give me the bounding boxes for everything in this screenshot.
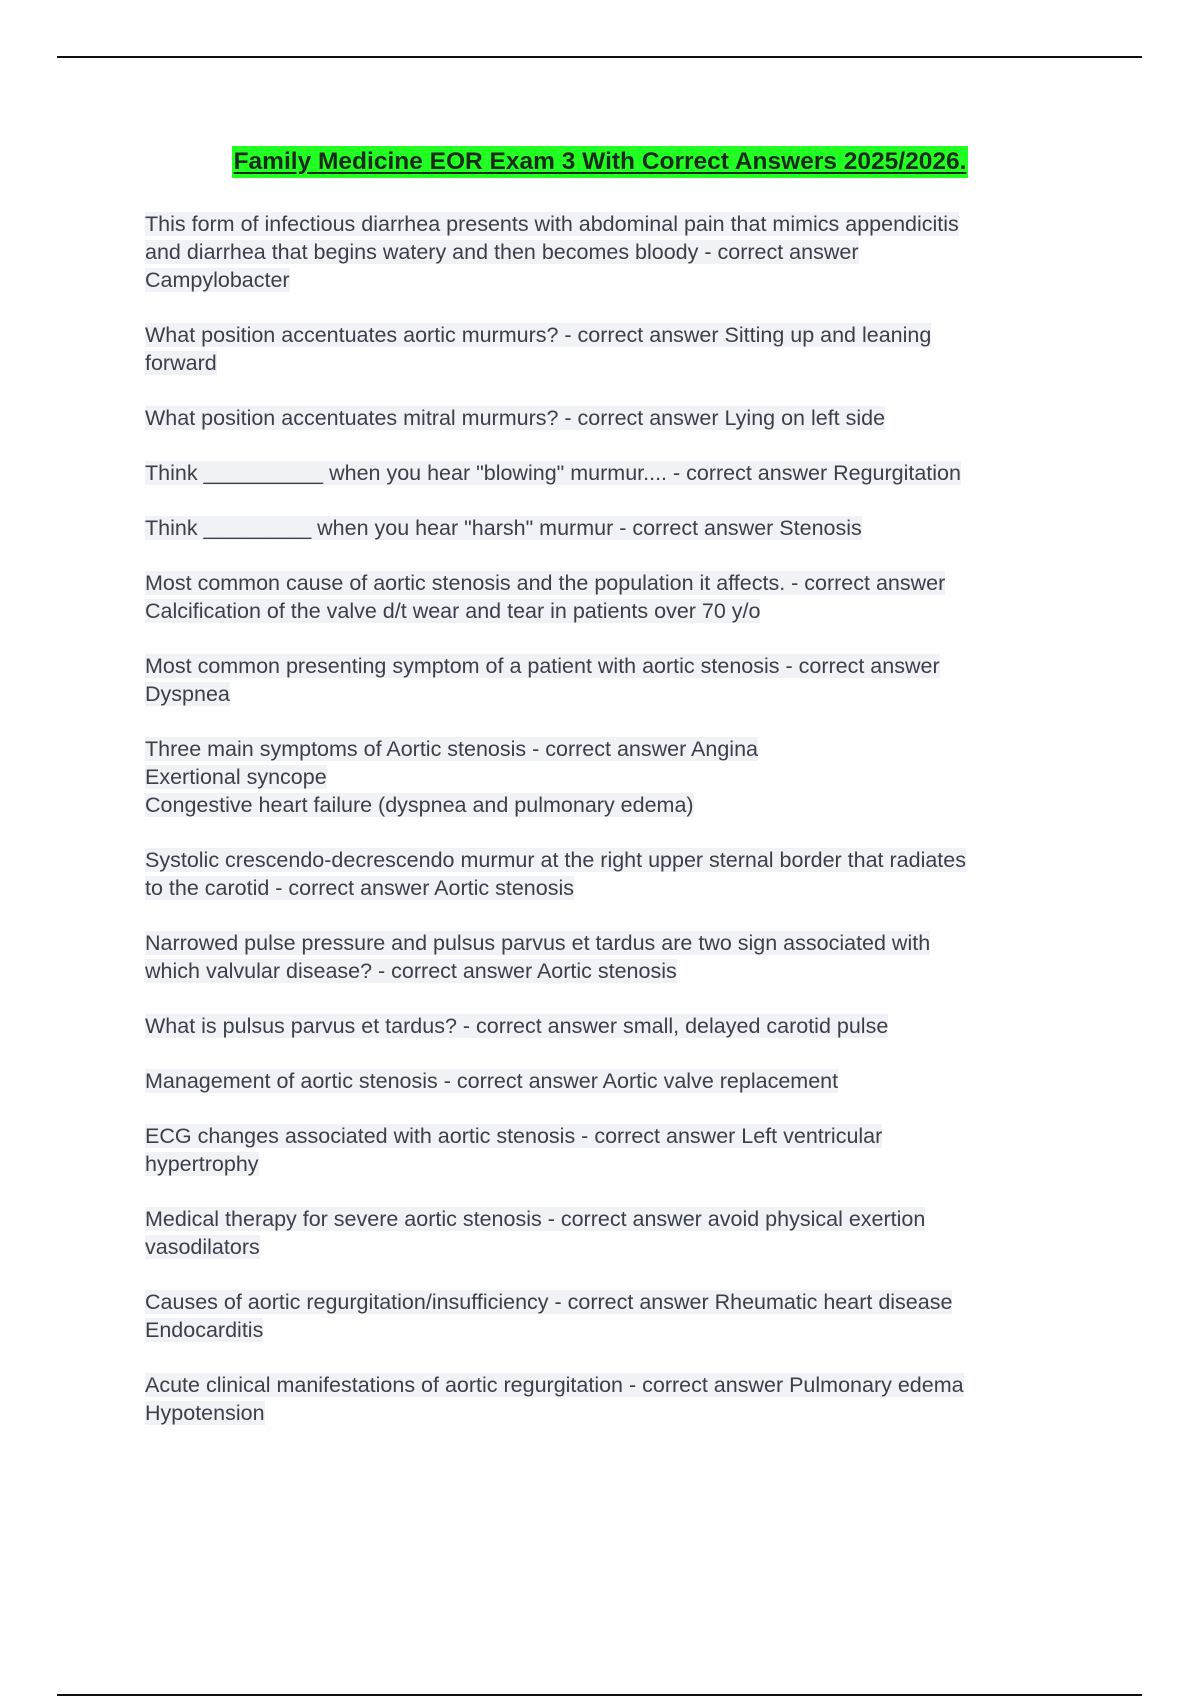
qa-entry-line xyxy=(145,763,1075,791)
qa-list xyxy=(145,210,1075,1454)
qa-entry-text: hypertrophy xyxy=(145,1152,259,1176)
qa-entry xyxy=(145,652,1075,708)
qa-entry-text: and diarrhea that begins watery and then becomes bloody - correct answer xyxy=(145,240,859,264)
qa-entry-text: Medical therapy for severe aortic stenosis - correct answer avoid physical exertion xyxy=(145,1207,926,1231)
qa-entry-text: Calcification of the valve d/t wear and tear in patients over 70 y/o xyxy=(145,599,761,623)
qa-entry-line xyxy=(145,266,1075,294)
qa-entry-text: Narrowed pulse pressure and pulsus parvus et tardus are two sign associated with xyxy=(145,931,931,955)
qa-entry-text: Exertional syncope xyxy=(145,765,327,789)
qa-entry xyxy=(145,1122,1075,1178)
qa-entry-line xyxy=(145,321,1075,349)
qa-entry-line xyxy=(145,1122,1075,1150)
qa-entry-line xyxy=(145,514,1075,542)
qa-entry xyxy=(145,1012,1075,1040)
qa-entry xyxy=(145,569,1075,625)
qa-entry-line xyxy=(145,210,1075,238)
qa-entry xyxy=(145,929,1075,985)
qa-entry xyxy=(145,514,1075,542)
qa-entry xyxy=(145,1067,1075,1095)
qa-entry xyxy=(145,1288,1075,1344)
qa-entry-line xyxy=(145,1399,1075,1427)
qa-entry-line xyxy=(145,735,1075,763)
document-title: Family Medicine EOR Exam 3 With Correct Answers 2025/2026. xyxy=(232,146,969,178)
qa-entry-text: Most common cause of aortic stenosis and the population it affects. - correct answer xyxy=(145,571,946,595)
qa-entry-line xyxy=(145,957,1075,985)
qa-entry-text: Congestive heart failure (dyspnea and pulmonary edema) xyxy=(145,793,694,817)
qa-entry-text: Hypotension xyxy=(145,1401,265,1425)
qa-entry-line xyxy=(145,569,1075,597)
qa-entry-line xyxy=(145,1288,1075,1316)
qa-entry xyxy=(145,1205,1075,1261)
qa-entry-line xyxy=(145,1150,1075,1178)
qa-entry-line xyxy=(145,791,1075,819)
qa-entry-line xyxy=(145,929,1075,957)
qa-entry-text: What is pulsus parvus et tardus? - correct answer small, delayed carotid pulse xyxy=(145,1014,889,1038)
qa-entry-text: Dyspnea xyxy=(145,682,230,706)
qa-entry-line xyxy=(145,874,1075,902)
qa-entry-text: Campylobacter xyxy=(145,268,290,292)
header-rule xyxy=(57,56,1142,58)
qa-entry-line xyxy=(145,1316,1075,1344)
qa-entry xyxy=(145,459,1075,487)
qa-entry-line xyxy=(145,652,1075,680)
qa-entry-text: Think __________ when you hear "blowing" murmur.... - correct answer Regurgitation xyxy=(145,461,961,485)
qa-entry-line xyxy=(145,846,1075,874)
footer-rule xyxy=(57,1694,1142,1696)
qa-entry xyxy=(145,1371,1075,1427)
qa-entry-text: Most common presenting symptom of a patient with aortic stenosis - correct answer xyxy=(145,654,940,678)
qa-entry-text: ECG changes associated with aortic stenosis - correct answer Left ventricular xyxy=(145,1124,883,1148)
qa-entry xyxy=(145,404,1075,432)
qa-entry-text: Acute clinical manifestations of aortic regurgitation - correct answer Pulmonary edema xyxy=(145,1373,964,1397)
qa-entry-line xyxy=(145,1371,1075,1399)
qa-entry-line xyxy=(145,1067,1075,1095)
qa-entry-text: What position accentuates mitral murmurs? - correct answer Lying on left side xyxy=(145,406,886,430)
title-container xyxy=(0,146,1200,178)
qa-entry xyxy=(145,735,1075,819)
qa-entry-text: Think _________ when you hear "harsh" murmur - correct answer Stenosis xyxy=(145,516,862,540)
qa-entry xyxy=(145,846,1075,902)
qa-entry-line xyxy=(145,1205,1075,1233)
qa-entry-text: This form of infectious diarrhea presents with abdominal pain that mimics appendicitis xyxy=(145,212,959,236)
qa-entry-line xyxy=(145,404,1075,432)
qa-entry-text: Endocarditis xyxy=(145,1318,264,1342)
qa-entry-text: Causes of aortic regurgitation/insufficiency - correct answer Rheumatic heart disease xyxy=(145,1290,953,1314)
qa-entry-line xyxy=(145,680,1075,708)
qa-entry-text: Three main symptoms of Aortic stenosis - correct answer Angina xyxy=(145,737,758,761)
qa-entry-text: Management of aortic stenosis - correct answer Aortic valve replacement xyxy=(145,1069,839,1093)
qa-entry-line xyxy=(145,597,1075,625)
qa-entry-line xyxy=(145,459,1075,487)
qa-entry-text: to the carotid - correct answer Aortic stenosis xyxy=(145,876,574,900)
qa-entry-line xyxy=(145,349,1075,377)
qa-entry-text: What position accentuates aortic murmurs? - correct answer Sitting up and leaning xyxy=(145,323,932,347)
qa-entry-text: Systolic crescendo-decrescendo murmur at the right upper sternal border that radiates xyxy=(145,848,966,872)
qa-entry xyxy=(145,210,1075,294)
qa-entry-line xyxy=(145,1012,1075,1040)
qa-entry xyxy=(145,321,1075,377)
qa-entry-text: forward xyxy=(145,351,217,375)
qa-entry-text: vasodilators xyxy=(145,1235,260,1259)
qa-entry-line xyxy=(145,238,1075,266)
qa-entry-text: which valvular disease? - correct answer Aortic stenosis xyxy=(145,959,677,983)
qa-entry-line xyxy=(145,1233,1075,1261)
